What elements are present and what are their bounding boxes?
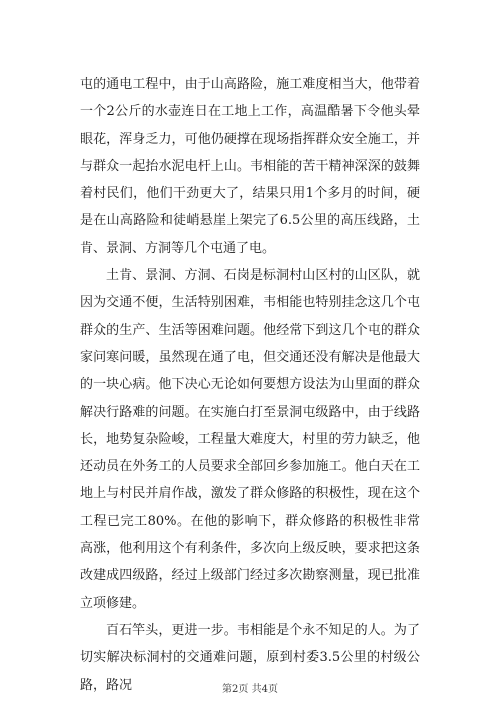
document-body	[80, 71, 420, 699]
page-footer: 第2页 共4页	[222, 684, 278, 695]
paragraph-1: 屯的通电工程中，由于山高路险，施工难度相当大，他带着一个2公斤的水壶连日在工地上工作，高温酷暑下令他头晕眼花，浑身乏力，可他仍硬撑在现场指挥群众安全施工，并与群众一起抬水泥电杆上山。韦相能的苦干精神深深的鼓舞着村民们，他们干劲更大了，结果只用1个多月的时间，硬是在山高路险和徒峭悬崖上架完了6.5公里的高压线路，土肯、景洞、方洞等几个屯通了电。	[80, 77, 420, 256]
paragraph-2: 土肯、景洞、方洞、石岗是标洞村山区村的山区队，就因为交通不便，生活特别困难，韦相能也特别挂念这几个屯群众的生产、生活等困难问题。他经常下到这几个屯的群众家问寒问暖，虽然现在通了电，但交通还没有解决是他最大的一块心病。他下决心无论如何要想方设法为山里面的群众解决行路难的问题。在实施白打至景洞屯级路中，由于线路长，地势复杂险峻，工程量大难度大，村里的劳力缺乏，他还动员在外务工的人员要求全部回乡参加施工。他白天在工地上与村民并肩作战，激发了群众修路的积极性，现在这个工程已完工80%。在他的影响下，群众修路的积极性非常高涨，他利用这个有利条件，多次向上级反映，要求把这条改建成四级路，经过上级部门经过多次勘察测量，现已批准立项修建。	[80, 268, 420, 611]
paragraph-3: 百石竿头，更进一步。韦相能是个永不知足的人。为了切实解决标洞村的交通难问题，原到村委3.5公里的村级公路，路况	[80, 622, 420, 693]
